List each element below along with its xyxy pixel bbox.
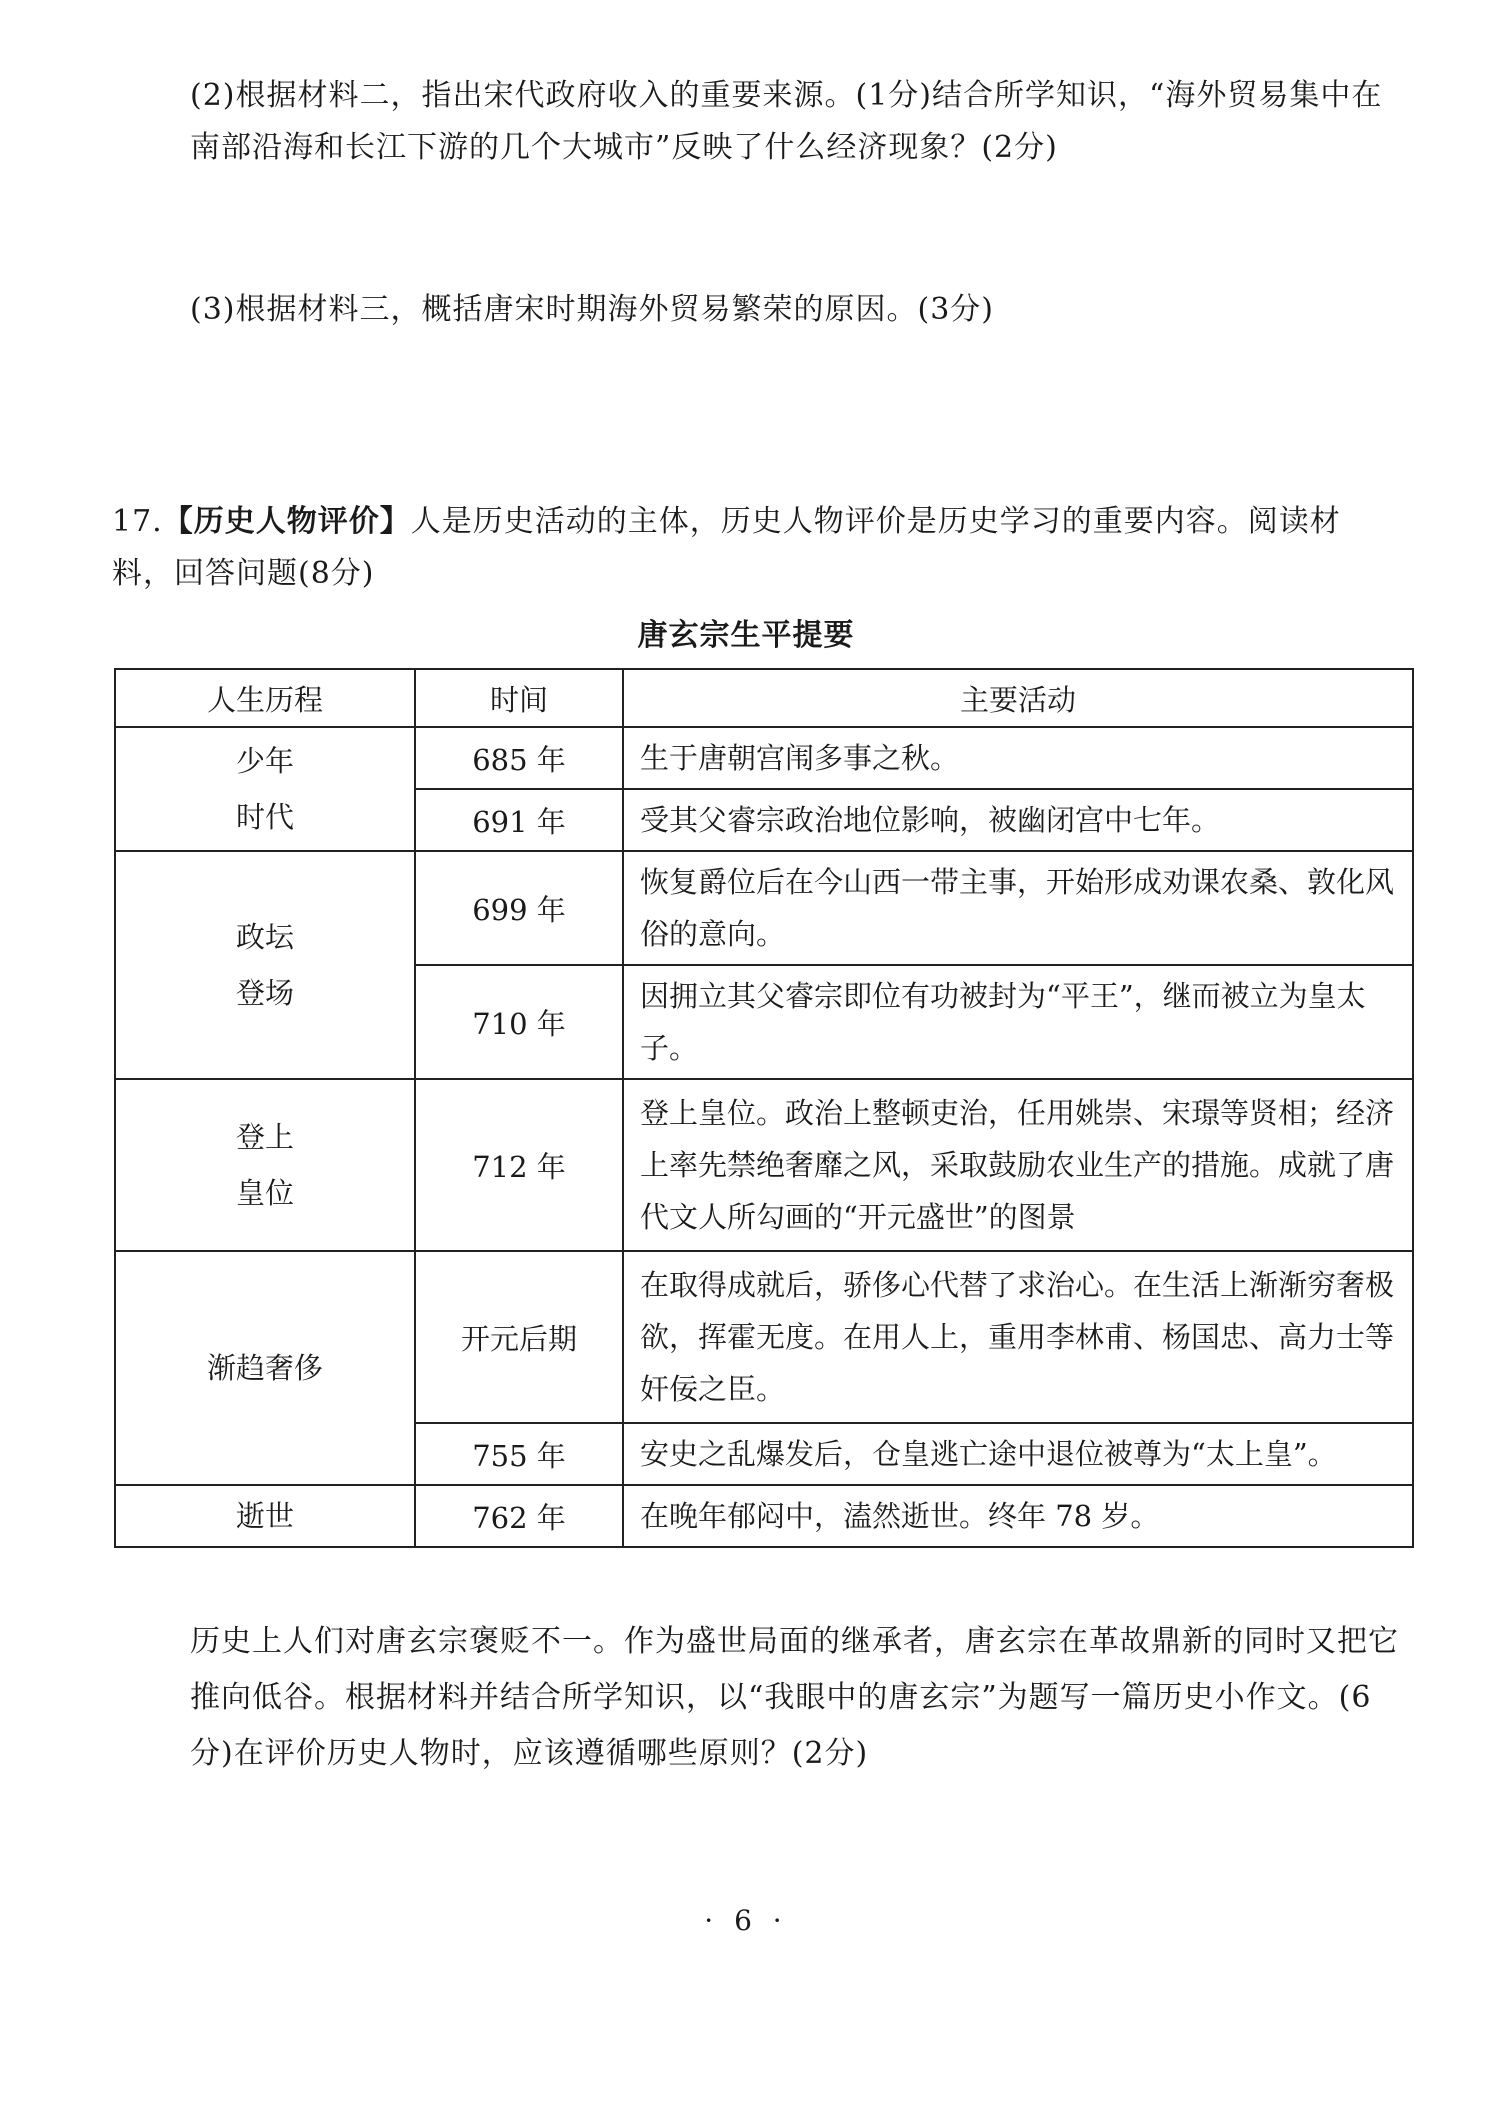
stage-cell: 少年 时代 [115, 727, 415, 851]
table-header-row [115, 669, 1413, 727]
question-3 [112, 284, 1402, 336]
header-time: 时间 [415, 669, 623, 727]
question-17-text: 人是历史活动的主体，历史人物评价是历史学习的重要内容。阅读材料，回答问题(8分) [112, 504, 1341, 591]
header-activity: 主要活动 [623, 669, 1413, 727]
stage-cell: 渐趋奢侈 [115, 1251, 415, 1485]
stage-cell: 逝世 [115, 1485, 415, 1547]
time-cell: 699 年 [415, 851, 623, 965]
question-2 [112, 70, 1402, 174]
biography-table [114, 668, 1414, 1548]
activity-cell: 生于唐朝宫闱多事之秋。 [623, 727, 1413, 789]
activity-cell: 受其父睿宗政治地位影响，被幽闭宫中七年。 [623, 789, 1413, 851]
time-cell: 712 年 [415, 1079, 623, 1251]
page-number: · 6 · [704, 1904, 788, 1937]
table-row [115, 1251, 1413, 1423]
question-2-text: (2)根据材料二，指出宋代政府收入的重要来源。(1分)结合所学知识，“海外贸易集中在南部沿海和长江下游的几个大城市”反映了什么经济现象？(2分) [190, 78, 1383, 165]
essay-prompt [112, 1614, 1402, 1782]
table-row [115, 851, 1413, 965]
table-row [115, 727, 1413, 789]
question-17-tag: 【历史人物评价】 [162, 504, 411, 539]
header-stage: 人生历程 [115, 669, 415, 727]
activity-cell: 恢复爵位后在今山西一带主事，开始形成劝课农桑、敦化风俗的意向。 [623, 851, 1413, 965]
question-17 [112, 496, 1402, 600]
time-cell: 755 年 [415, 1423, 623, 1485]
time-cell: 685 年 [415, 727, 623, 789]
activity-cell: 在取得成就后，骄侈心代替了求治心。在生活上渐渐穷奢极欲，挥霍无度。在用人上，重用李林甫、杨国忠、高力士等奸佞之臣。 [623, 1251, 1413, 1423]
question-3-text: (3)根据材料三，概括唐宋时期海外贸易繁荣的原因。(3分) [190, 292, 994, 327]
time-cell: 691 年 [415, 789, 623, 851]
essay-prompt-text: 历史上人们对唐玄宗褒贬不一。作为盛世局面的继承者，唐玄宗在革故鼎新的同时又把它推向低谷。根据材料并结合所学知识，以“我眼中的唐玄宗”为题写一篇历史小作文。(6分)在评价历史人物时，应该遵循哪些原则？(2分) [190, 1624, 1399, 1771]
table-row [115, 1079, 1413, 1251]
stage-cell: 政坛 登场 [115, 851, 415, 1079]
time-cell: 开元后期 [415, 1251, 623, 1423]
time-cell: 710 年 [415, 965, 623, 1079]
activity-cell: 安史之乱爆发后，仓皇逃亡途中退位被尊为“太上皇”。 [623, 1423, 1413, 1485]
activity-cell: 登上皇位。政治上整顿吏治，任用姚崇、宋璟等贤相；经济上率先禁绝奢靡之风，采取鼓励农业生产的措施。成就了唐代文人所勾画的“开元盛世”的图景 [623, 1079, 1413, 1251]
question-17-number: 17. [112, 504, 163, 539]
table-row [115, 1485, 1413, 1547]
activity-cell: 在晚年郁闷中，溘然逝世。终年 78 岁。 [623, 1485, 1413, 1547]
activity-cell: 因拥立其父睿宗即位有功被封为“平王”，继而被立为皇太子。 [623, 965, 1413, 1079]
time-cell: 762 年 [415, 1485, 623, 1547]
table-title: 唐玄宗生平提要 [637, 618, 855, 653]
stage-cell: 登上 皇位 [115, 1079, 415, 1251]
